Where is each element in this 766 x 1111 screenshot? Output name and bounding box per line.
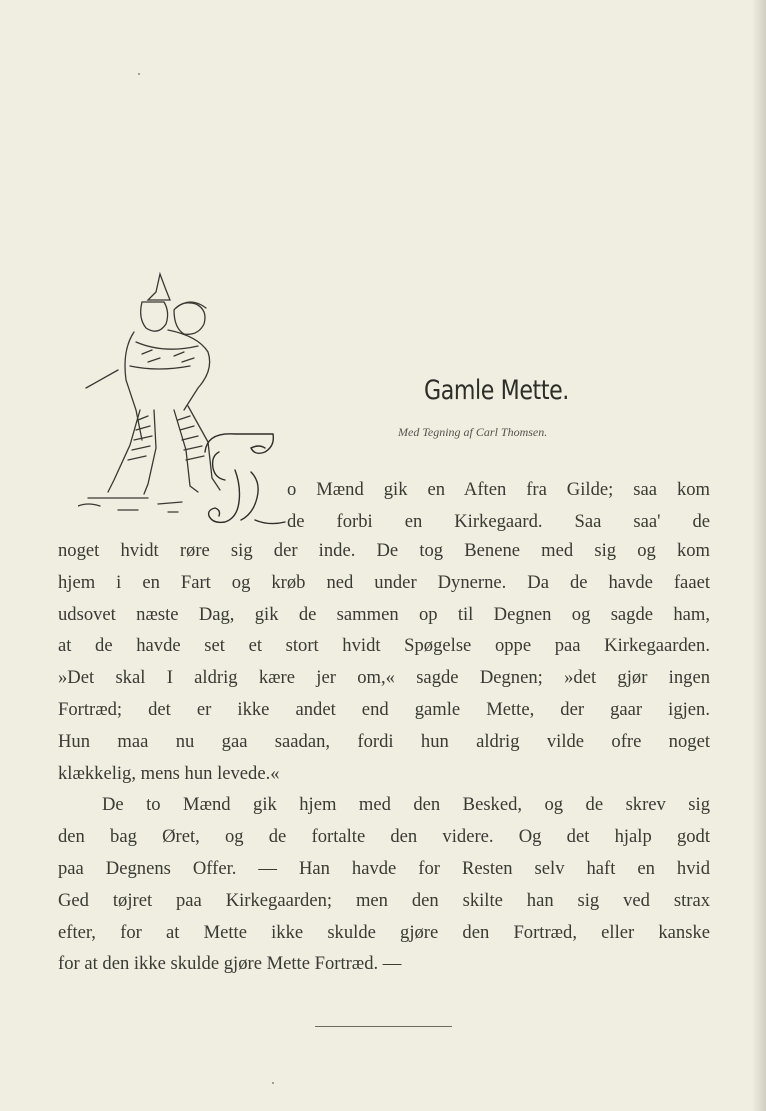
opening-line: de forbi en Kirkegaard. Saa saa' de [287, 510, 710, 532]
opening-line: o Mænd gik en Aften fra Gilde; saa kom [287, 479, 710, 500]
article-title: Gamle Mette. [424, 375, 569, 406]
text-line: for at den ikke skulde gjøre Mette Fortræd. — [58, 953, 402, 975]
drop-cap-flourish [195, 422, 295, 532]
paper-speck [138, 73, 140, 75]
text-line: udsovet næste Dag, gik de sammen op til Degnen og sagde ham, [58, 603, 710, 625]
article-body [58, 535, 710, 980]
text-line: den bag Øret, og de fortalte den videre. Og det hjalp godt [58, 826, 710, 848]
text-line: »Det skal I aldrig kære jer om,« sagde Degnen; »det gjør ingen [58, 667, 710, 689]
text-line: paa Degnens Offer. — Han havde for Resten selv haft en hvid [58, 857, 710, 879]
text-line: efter, for at Mette ikke skulde gjøre den Fortræd, eller kanske [58, 921, 710, 943]
text-line: Fortræd; det er ikke andet end gamle Mette, der gaar igjen. [58, 698, 710, 720]
text-line: klækkelig, mens hun levede.« [58, 762, 280, 784]
text-line: De to Mænd gik hjem med den Besked, og de skrev sig [102, 794, 710, 816]
end-rule [315, 1026, 452, 1027]
text-line: noget hvidt røre sig der inde. De tog Benene med sig og kom [58, 540, 710, 561]
text-line: Hun maa nu gaa saadan, fordi hun aldrig vilde ofre noget [58, 730, 710, 752]
opening-lines [287, 474, 710, 538]
text-line: hjem i en Fart og krøb ned under Dynerne. Da de havde faaet [58, 571, 710, 593]
text-line: Ged tøjret paa Kirkegaarden; men den skilte han sig ved strax [58, 889, 710, 911]
page-edge-shadow [752, 0, 766, 1111]
paper-speck [272, 1082, 274, 1084]
text-line: at de havde set et stort hvidt Spøgelse oppe paa Kirkegaarden. [58, 635, 710, 657]
illustration-credit: Med Tegning af Carl Thomsen. [398, 425, 548, 439]
